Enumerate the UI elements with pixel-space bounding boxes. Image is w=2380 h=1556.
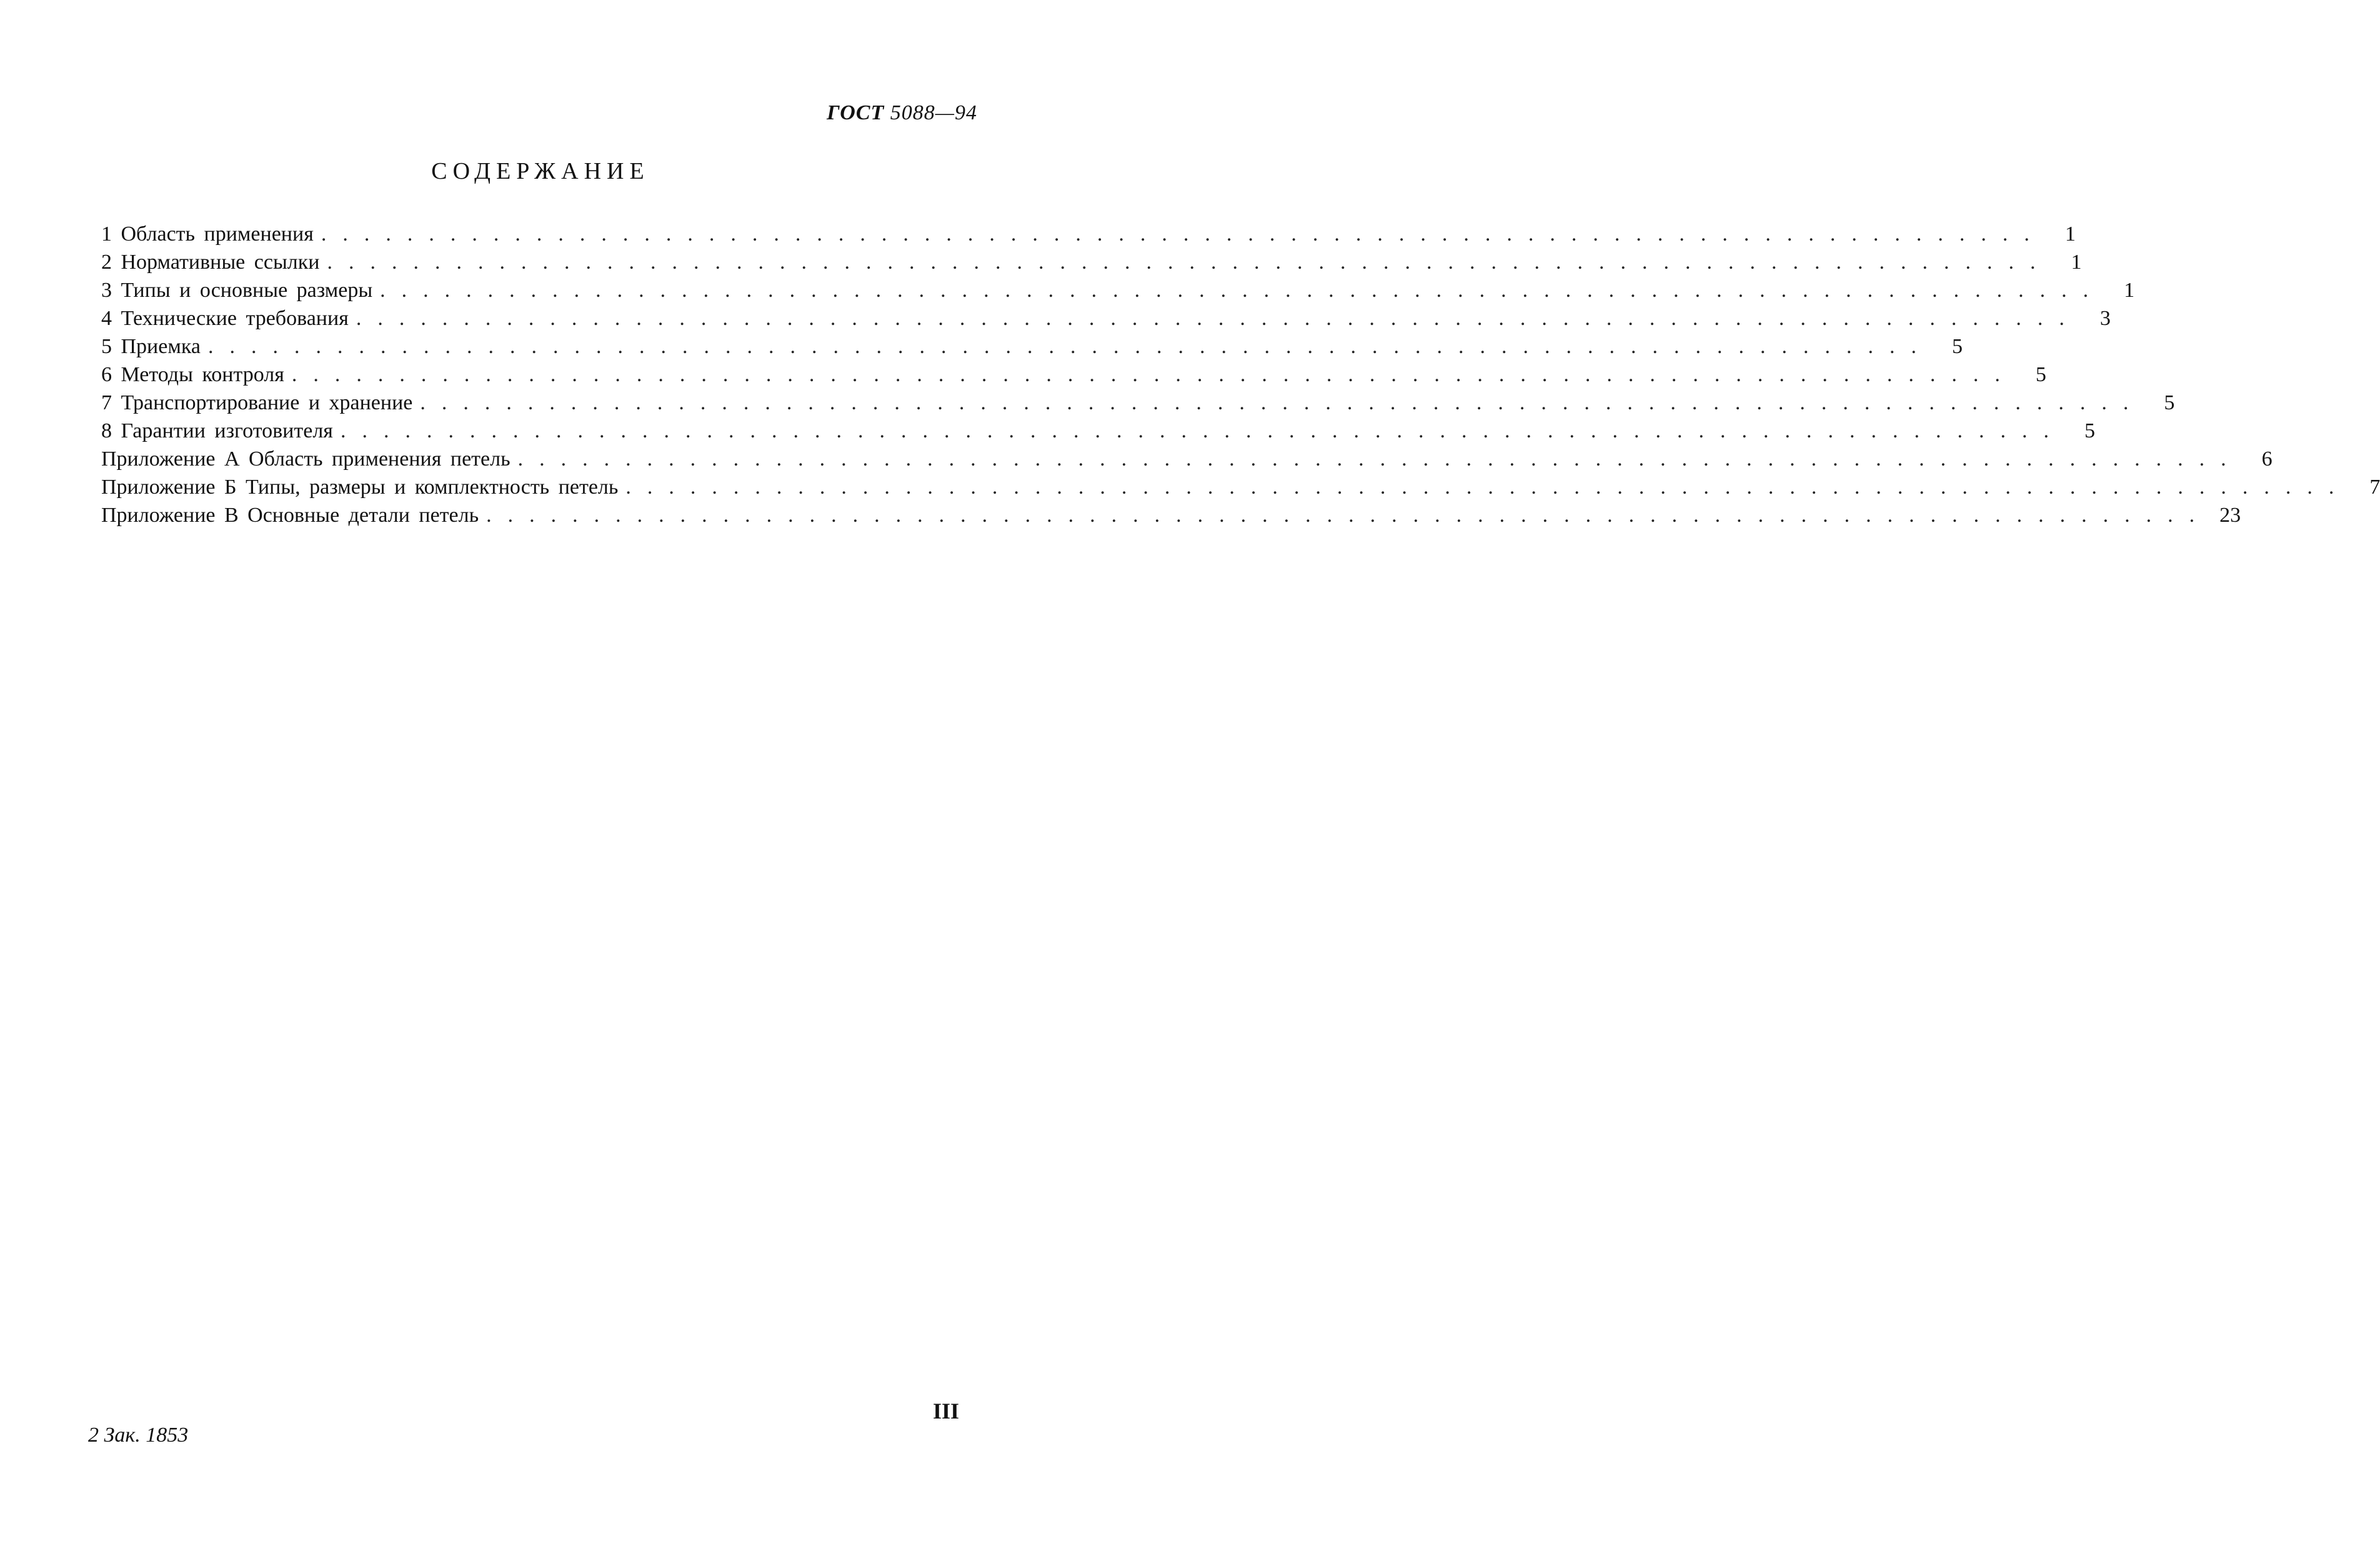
toc-entry[interactable]	[101, 501, 2241, 529]
toc-entry-page: 1	[2124, 279, 2135, 302]
toc-entry-label: Приложение А Область применения петель	[101, 447, 510, 471]
toc-entry[interactable]	[101, 304, 2111, 332]
toc-entry[interactable]	[101, 332, 1963, 361]
toc-entry-page: 1	[2064, 222, 2076, 246]
toc-entry-label: 7 Транспортирование и хранение	[101, 391, 413, 414]
toc-leader-dots: ................................................................................	[291, 363, 2016, 386]
toc-leader-dots: ................................................................................	[486, 504, 2211, 527]
toc-leader-dots: ................................................................................	[327, 251, 2052, 274]
toc-leader-dots: ................................................................................	[517, 447, 2243, 471]
toc-entry-page: 1	[2071, 251, 2082, 274]
toc-entry[interactable]	[101, 473, 2380, 501]
toc-entry[interactable]	[101, 417, 2095, 445]
toc-entry-label: Приложение Б Типы, размеры и комплектность петель	[101, 476, 619, 499]
toc-entry[interactable]	[101, 248, 2082, 276]
table-of-contents	[101, 220, 2380, 529]
page-number: III	[932, 1399, 959, 1424]
toc-leader-dots: ................................................................................	[380, 279, 2105, 302]
toc-entry-page: 3	[2099, 307, 2111, 330]
toc-entry-page: 5	[1951, 335, 1963, 358]
toc-entry-page: 7	[2369, 476, 2380, 499]
toc-entry-label: 6 Методы контроля	[101, 363, 284, 386]
toc-entry[interactable]	[101, 389, 2175, 417]
toc-leader-dots: ................................................................................	[340, 419, 2065, 442]
toc-entry[interactable]	[101, 361, 2046, 389]
toc-leader-dots: ................................................................................	[207, 335, 1933, 358]
toc-leader-dots: ................................................................................	[420, 391, 2145, 414]
toc-entry-label: 5 Приемка	[101, 335, 201, 358]
standard-number: 5088—94	[890, 101, 977, 124]
toc-entry-page: 6	[2261, 447, 2273, 471]
toc-entry-page: 23	[2219, 504, 2241, 527]
standard-name: ГОСТ	[827, 101, 885, 124]
document-code	[827, 101, 977, 125]
toc-entry-label: 2 Нормативные ссылки	[101, 251, 320, 274]
toc-entry-label: 3 Типы и основные размеры	[101, 279, 373, 302]
toc-entry-label: Приложение В Основные детали петель	[101, 504, 479, 527]
toc-entry[interactable]	[101, 276, 2135, 304]
toc-leader-dots: ................................................................................	[625, 476, 2351, 499]
toc-entry[interactable]	[101, 445, 2273, 473]
toc-entry-page: 5	[2084, 419, 2095, 442]
toc-leader-dots: ................................................................................	[356, 307, 2081, 330]
toc-entry-label: 1 Область применения	[101, 222, 314, 246]
toc-leader-dots: ................................................................................	[321, 222, 2046, 246]
toc-entry-page: 5	[2035, 363, 2046, 386]
toc-entry-label: 4 Технические требования	[101, 307, 349, 330]
order-number: 2 Зак. 1853	[88, 1424, 189, 1447]
toc-entry-page: 5	[2164, 391, 2175, 414]
toc-entry[interactable]	[101, 220, 2076, 248]
toc-title: СОДЕРЖАНИЕ	[431, 158, 650, 184]
toc-entry-label: 8 Гарантии изготовителя	[101, 419, 333, 442]
